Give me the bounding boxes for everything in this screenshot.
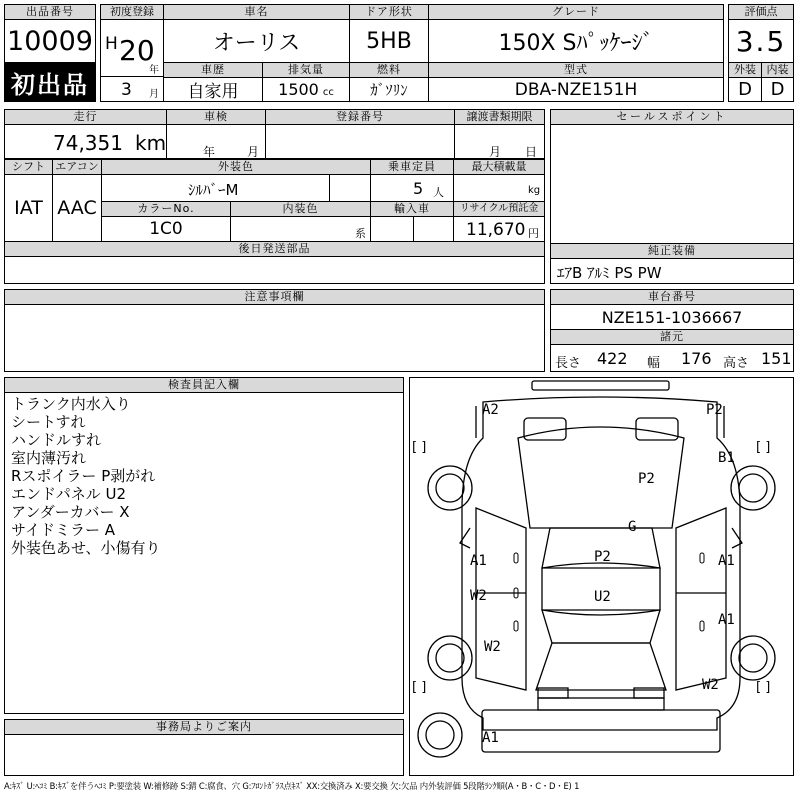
bracket-rear-right: [ ] [756, 680, 771, 695]
damage-code: A1 [482, 730, 499, 746]
score: 3.5 [735, 24, 787, 58]
chassis-number: NZE151-1036667 [601, 307, 743, 327]
inspector-line: アンダーカバー X [11, 503, 130, 521]
load-cell [453, 174, 545, 202]
inspection-year-unit: 年 [203, 145, 216, 159]
ac-cell [52, 174, 102, 242]
car-name: オーリス [212, 30, 301, 56]
first-registration-cell [100, 19, 164, 77]
recycle-cell [453, 216, 545, 242]
equipment-cell [550, 258, 794, 284]
damage-code: B1 [718, 450, 735, 466]
interior-color-header: 内装色 [230, 201, 371, 217]
inspector-cell [4, 392, 404, 714]
recycle-unit: 円 [528, 227, 539, 240]
inspector-line: エンドパネル U2 [11, 485, 126, 503]
damage-code: P2 [706, 402, 723, 418]
inspector-line: 外装色あせ、小傷有り [11, 539, 161, 557]
damage-code: W2 [484, 639, 501, 655]
reg-month-cell [100, 76, 164, 102]
bracket-front-left: [ ] [412, 440, 427, 455]
inspection-header: 車検 [166, 109, 266, 125]
load-header: 最大積載量 [453, 159, 545, 175]
mileage-cell [4, 124, 167, 159]
displacement-cell [262, 77, 350, 102]
reg-era: H [105, 34, 118, 54]
headlight-left [524, 418, 566, 440]
interior-color-cell [230, 216, 371, 242]
wheel-front-right-inner [739, 474, 767, 502]
inspector-line: サイドミラー A [11, 521, 115, 539]
door-handle-marker [700, 621, 704, 631]
wheel-front-left [428, 466, 472, 510]
model-header: 型式 [428, 62, 724, 78]
car-name-header: 車名 [163, 4, 350, 20]
load-unit: kg [528, 185, 541, 196]
damage-code: W2 [702, 677, 719, 693]
import-header: 輸入車 [370, 201, 454, 217]
score-cell [728, 19, 794, 63]
displacement-header: 排気量 [262, 62, 350, 78]
car-diagram [409, 377, 794, 776]
height: 151 [761, 349, 792, 368]
notes-header: 注意事項欄 [4, 289, 545, 305]
color-no-header: カラーNo. [101, 201, 231, 217]
inspector-line: ハンドルすれ [11, 431, 102, 449]
interior-color-unit: 系 [355, 227, 366, 240]
spec-header: 諸元 [550, 329, 794, 345]
ac-header: エアコン [52, 159, 102, 175]
damage-code: P2 [594, 549, 611, 565]
recycle-fee: 11,670 [466, 220, 526, 240]
lot-number-header: 出品番号 [4, 4, 96, 20]
sales-point-header: セールスポイント [550, 109, 794, 125]
reg-year-unit: 年 [149, 65, 159, 76]
spec-cell [550, 344, 794, 372]
legend: A:ｷｽﾞ U:ﾍｺﾐ B:ｷｽﾞを伴うﾍｺﾐ P:要塗装 W:補修跡 S:錆 C:腐食、穴 G:ﾌﾛﾝﾄｶﾞﾗｽ点ｷｽﾞ XX:交換済み X:要交換 欠:欠品 内外装評価 5段階ﾗﾝｸ順(A・B・C・D・E) 1 [4, 781, 580, 791]
bracket-front-right: [ ] [756, 440, 771, 455]
door-type: 5HB [366, 28, 412, 54]
mileage: 74,351 [53, 131, 123, 155]
import-cell [370, 216, 454, 242]
int-grade-header: 内装 [761, 62, 794, 78]
sales-point-cell [550, 124, 794, 244]
wheel-rear-right-inner [739, 644, 767, 672]
inspector-line: トランク内水入り [11, 395, 131, 413]
damage-code: A1 [470, 553, 487, 569]
wheel-rear-left [428, 636, 472, 680]
model-cell [428, 77, 724, 102]
recycle-header: リサイクル預託金 [453, 201, 545, 217]
import-divider [413, 217, 414, 241]
fuel-cell [349, 77, 429, 102]
grade-header: グレード [428, 4, 724, 20]
displacement-unit: cc [322, 86, 334, 98]
wheel-rear-right [731, 636, 775, 680]
car-diagram-svg [410, 378, 793, 775]
lot-number-cell [4, 19, 96, 63]
height-label: 高さ [723, 356, 750, 371]
transfer-month-unit: 月 [489, 145, 502, 159]
door-header: ドア形状 [349, 4, 429, 20]
equipment-header: 純正装備 [550, 243, 794, 259]
spare-wheel [418, 713, 462, 757]
color-divider [329, 175, 330, 201]
reg-year: 20 [119, 34, 155, 67]
ext-grade: D [738, 79, 752, 100]
damage-code: G [628, 519, 637, 535]
front-fender-left [476, 406, 724, 438]
transfer-day-unit: 日 [525, 145, 538, 159]
damage-code: U2 [594, 589, 611, 605]
displacement: 1500 [278, 80, 319, 99]
grade: 150X Sﾊﾟｯｹｰｼﾞ [498, 30, 654, 56]
capacity-cell [370, 174, 454, 202]
door-cell [349, 19, 429, 63]
mileage-unit: km [135, 131, 167, 155]
int-grade-cell [761, 77, 794, 102]
aircon: AAC [57, 197, 97, 219]
first-listing-label: 初出品 [11, 70, 89, 99]
grade-cell [428, 19, 724, 63]
office-cell [4, 734, 404, 776]
length: 422 [597, 349, 628, 368]
plate-header: 登録番号 [265, 109, 455, 125]
shift: IAT [14, 197, 43, 219]
inspector-line: 室内薄汚れ [11, 449, 87, 467]
later-parts-header: 後日発送部品 [4, 241, 545, 257]
first-listing-badge [4, 62, 96, 102]
shift-header: シフト [4, 159, 53, 175]
capacity-header: 乗車定員 [370, 159, 454, 175]
lot-number: 10009 [7, 25, 93, 57]
color-no-cell [101, 216, 231, 242]
damage-code: A1 [718, 612, 735, 628]
width-label: 幅 [647, 356, 661, 371]
damage-code: A2 [482, 402, 499, 418]
reg-month-unit: 月 [149, 89, 159, 100]
fuel: ｶﾞｿﾘﾝ [370, 81, 408, 99]
rear-deck [536, 643, 666, 690]
hood [518, 427, 684, 528]
door-handle-marker [700, 553, 704, 563]
model: DBA-NZE151H [514, 79, 638, 100]
damage-code: W2 [470, 588, 487, 604]
inspector-line: シートすれ [11, 413, 86, 431]
inspection-month-unit: 月 [247, 145, 260, 159]
inspector-header: 検査員記入欄 [4, 377, 404, 393]
first-registration-header: 初度登録 [100, 4, 164, 20]
bracket-rear-left: [ ] [412, 680, 427, 695]
reg-month: 3 [121, 80, 132, 100]
history-cell [163, 77, 263, 102]
door-handle-marker [514, 621, 518, 631]
wheel-front-left-inner [436, 474, 464, 502]
plate-cell [265, 124, 455, 159]
door-handle-marker [514, 553, 518, 563]
wheel-rear-left-inner [436, 644, 464, 672]
wheel-front-right [731, 466, 775, 510]
capacity: 5 [413, 179, 424, 198]
front-bumper-outline [532, 381, 669, 390]
inspection-cell [166, 124, 266, 159]
ext-grade-cell [728, 77, 762, 102]
length-label: 長さ [555, 356, 582, 371]
right-doors [676, 508, 726, 690]
mileage-header: 走行 [4, 109, 167, 125]
car-name-cell [163, 19, 350, 63]
transfer-header: 譲渡書類期限 [454, 109, 545, 125]
color-no: 1C0 [149, 219, 183, 239]
spare-wheel-inner [426, 721, 454, 749]
color-header: 外装色 [101, 159, 371, 175]
width: 176 [681, 349, 712, 368]
ext-grade-header: 外装 [728, 62, 762, 78]
fuel-header: 燃料 [349, 62, 429, 78]
equipment: ｴｱB ｱﾙﾐ PS PW [557, 264, 662, 282]
exterior-color: ｼﾙﾊﾞｰM [188, 181, 239, 199]
int-grade: D [770, 79, 785, 100]
history: 自家用 [187, 82, 239, 102]
capacity-unit: 人 [433, 186, 444, 199]
history-header: 車歴 [163, 62, 263, 78]
chassis-cell [550, 304, 794, 330]
damage-code: P2 [638, 471, 655, 487]
chassis-header: 車台番号 [550, 289, 794, 305]
shift-cell [4, 174, 53, 242]
color-cell [101, 174, 371, 202]
rear-panel [538, 698, 664, 710]
rear-bumper-outline [482, 710, 720, 752]
notes-cell [4, 304, 545, 372]
score-header: 評価点 [728, 4, 794, 20]
damage-code: A1 [718, 553, 735, 569]
later-parts-cell [4, 256, 545, 284]
office-header: 事務局よりご案内 [4, 719, 404, 735]
transfer-cell [454, 124, 545, 159]
headlight-right [636, 418, 678, 440]
inspector-notes [11, 395, 161, 557]
inspector-line: Rスポイラー P剥がれ [11, 467, 156, 485]
